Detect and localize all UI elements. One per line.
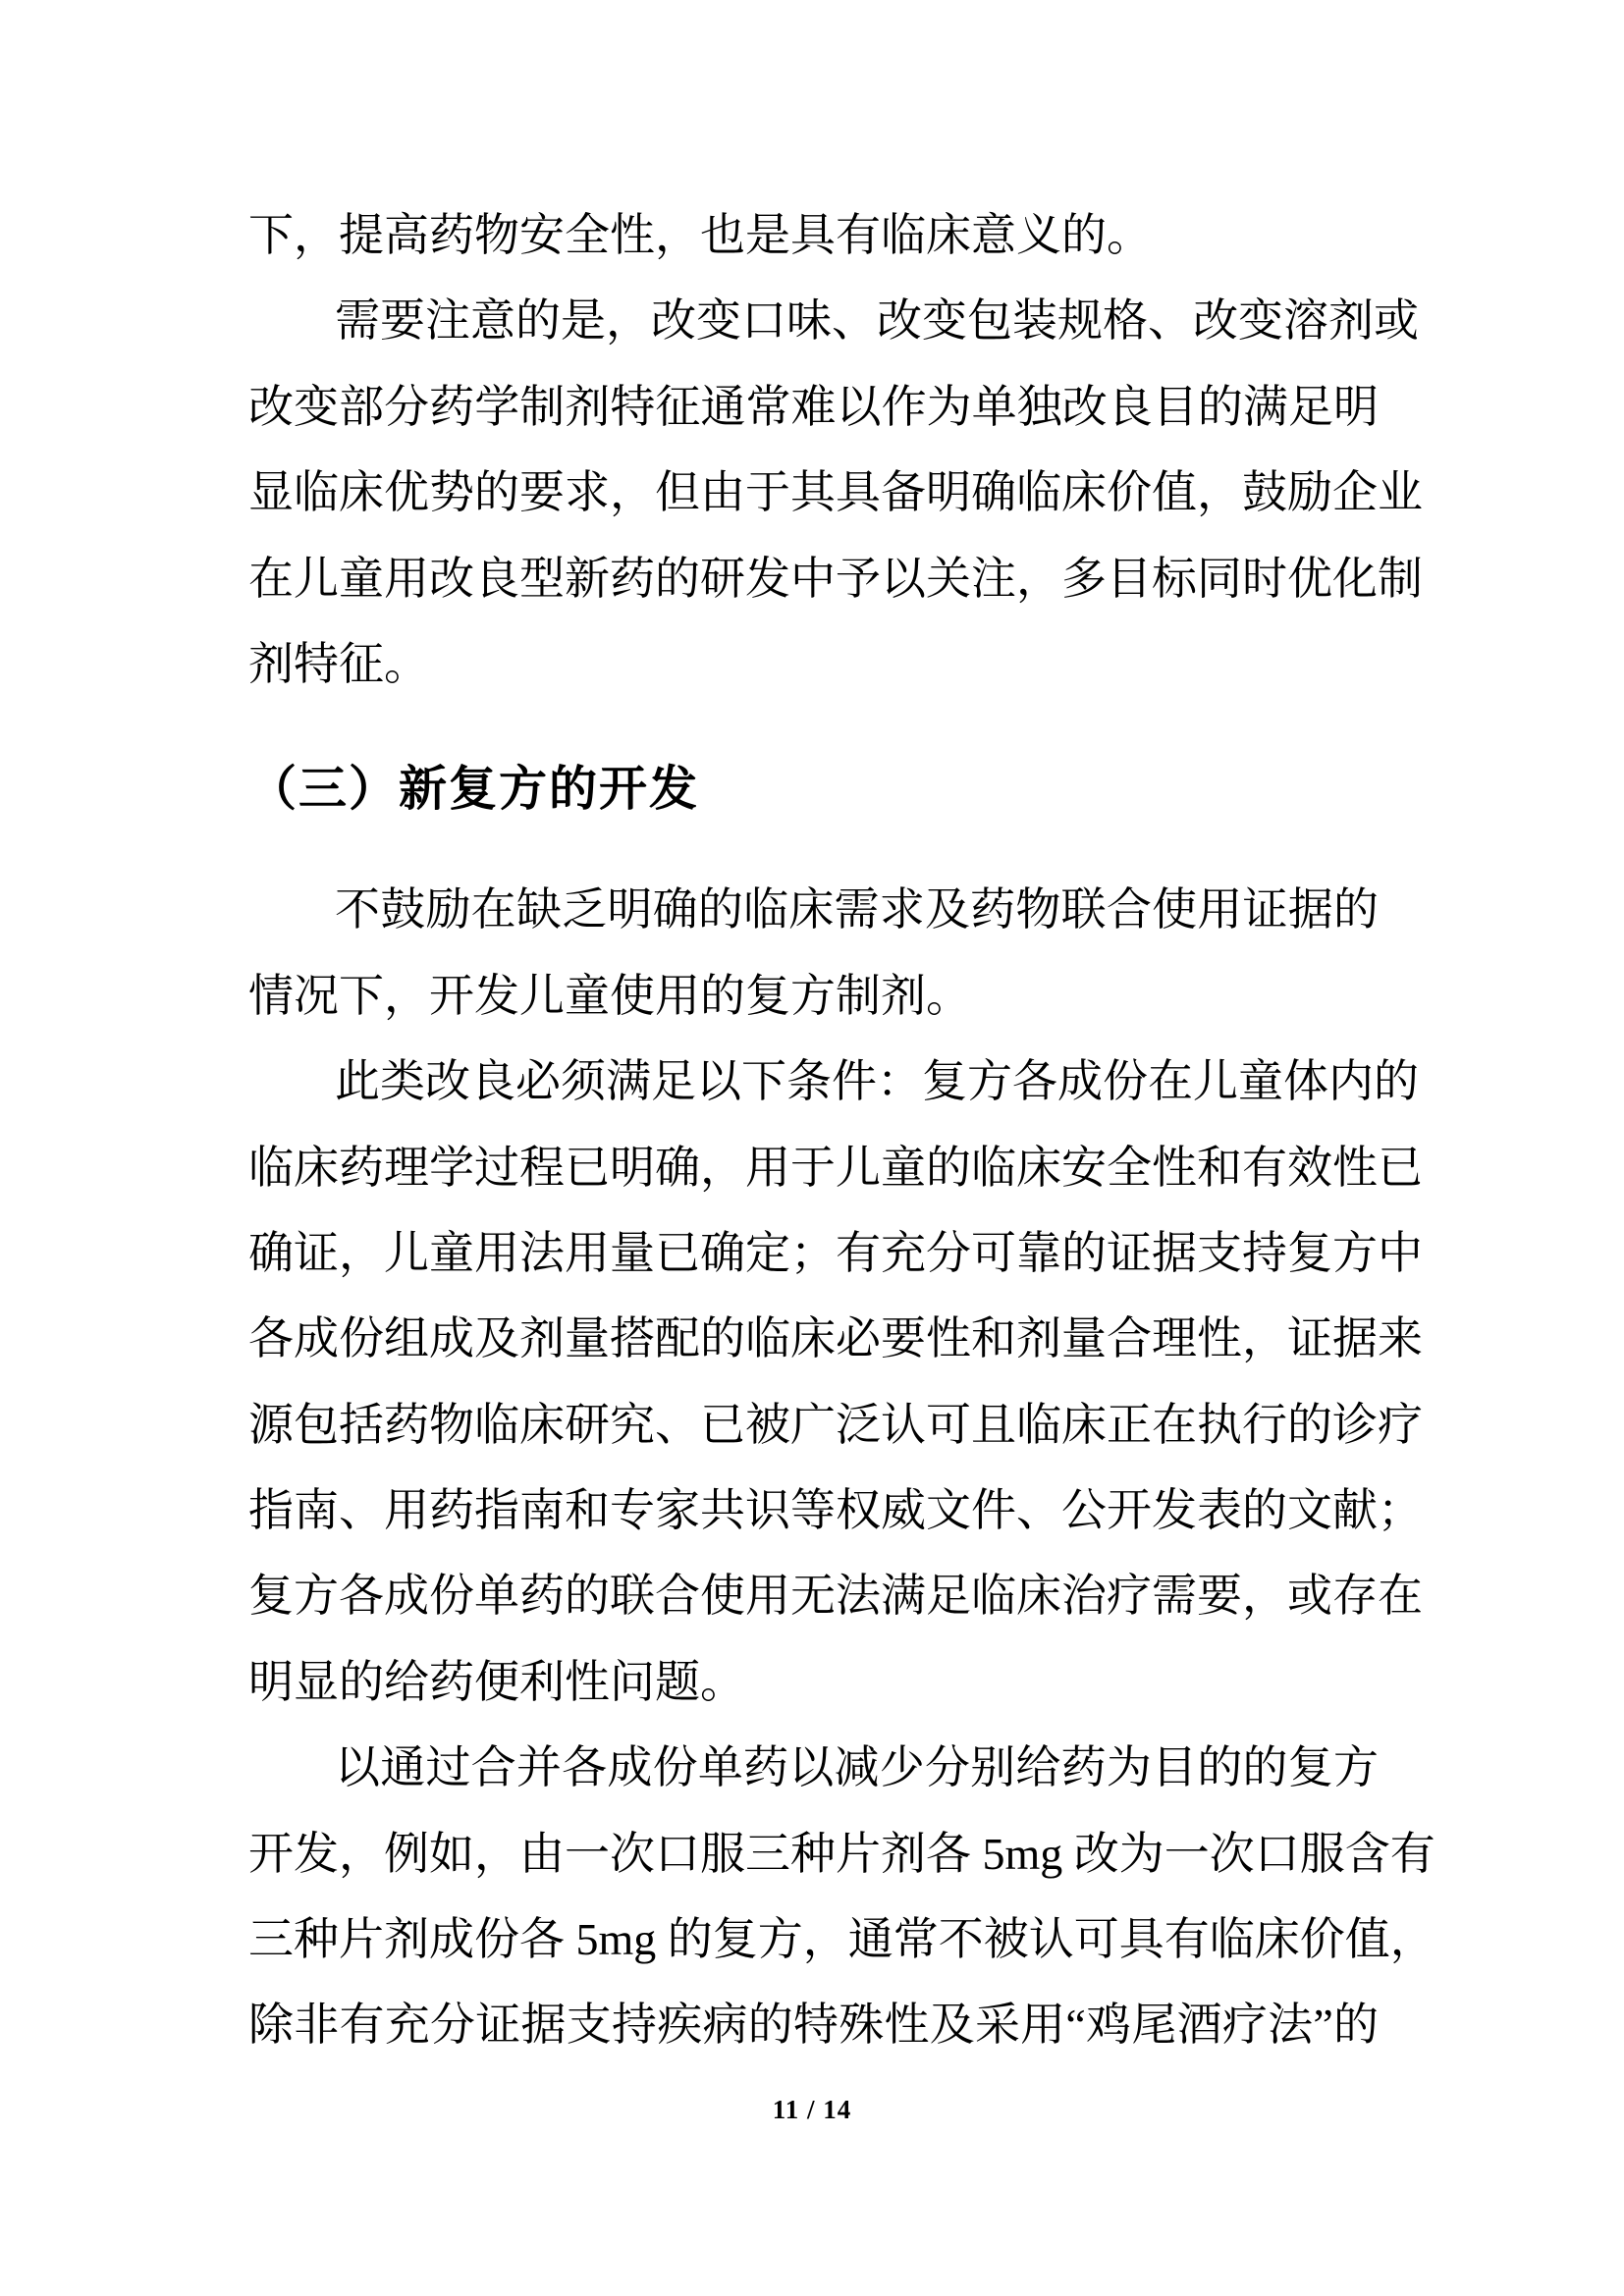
- section-heading: （三）新复方的开发: [248, 763, 700, 817]
- paragraph-4-line-1: 此类改良必须满足以下条件：复方各成份在儿童体内的: [335, 1056, 1419, 1107]
- paragraph-2-line-2: 改变部分药学制剂特征通常难以作为单独改良目的满足明: [248, 381, 1379, 432]
- paragraph-5-line-4: 除非有充分证据支持疾病的特殊性及采用“鸡尾酒疗法”的: [248, 2000, 1379, 2051]
- paragraph-4-line-7: 复方各成份单药的联合使用无法满足临床治疗需要，或存在: [248, 1571, 1423, 1622]
- paragraph-5-line-1: 以通过合并各成份单药以减少分别给药为目的的复方: [335, 1742, 1379, 1793]
- document-body: [248, 192, 1435, 2068]
- page-footer: [0, 2095, 1624, 2125]
- paragraph-4-line-8: 明显的给药便利性问题。: [248, 1656, 745, 1707]
- paragraph-2-line-4: 在儿童用改良型新药的研发中予以关注，多目标同时优化制: [248, 553, 1423, 604]
- paragraph-4-line-5: 源包括药物临床研究、已被广泛认可且临床正在执行的诊疗: [248, 1399, 1423, 1450]
- paragraph-4-line-6: 指南、用药指南和专家共识等权威文件、公开发表的文献；: [248, 1485, 1423, 1536]
- paragraph-2-line-3: 显临床优势的要求，但由于其具备明确临床价值，鼓励企业: [248, 467, 1423, 518]
- paragraph-4-line-4: 各成份组成及剂量搭配的临床必要性和剂量合理性，证据来: [248, 1313, 1423, 1364]
- paragraph-4-line-3: 确证，儿童用法用量已确定；有充分可靠的证据支持复方中: [248, 1227, 1423, 1278]
- paragraph-1-line-1: 下，提高药物安全性，也是具有临床意义的。: [248, 210, 1152, 260]
- paragraph-5-line-3: 三种片剂成份各 5mg 的复方，通常不被认可具有临床价值，: [248, 1914, 1435, 1965]
- paragraph-3-line-1: 不鼓励在缺乏明确的临床需求及药物联合使用证据的: [335, 884, 1379, 935]
- paragraph-2-line-5: 剂特征。: [248, 638, 429, 689]
- paragraph-4-line-2: 临床药理学过程已明确，用于儿童的临床安全性和有效性已: [248, 1142, 1423, 1193]
- paragraph-3-line-2: 情况下，开发儿童使用的复方制剂。: [248, 970, 971, 1021]
- page-number: 11 / 14: [772, 2095, 852, 2124]
- paragraph-2-line-1: 需要注意的是，改变口味、改变包装规格、改变溶剂或: [335, 295, 1419, 347]
- paragraph-5-line-2: 开发，例如，由一次口服三种片剂各 5mg 改为一次口服含有: [248, 1828, 1435, 1879]
